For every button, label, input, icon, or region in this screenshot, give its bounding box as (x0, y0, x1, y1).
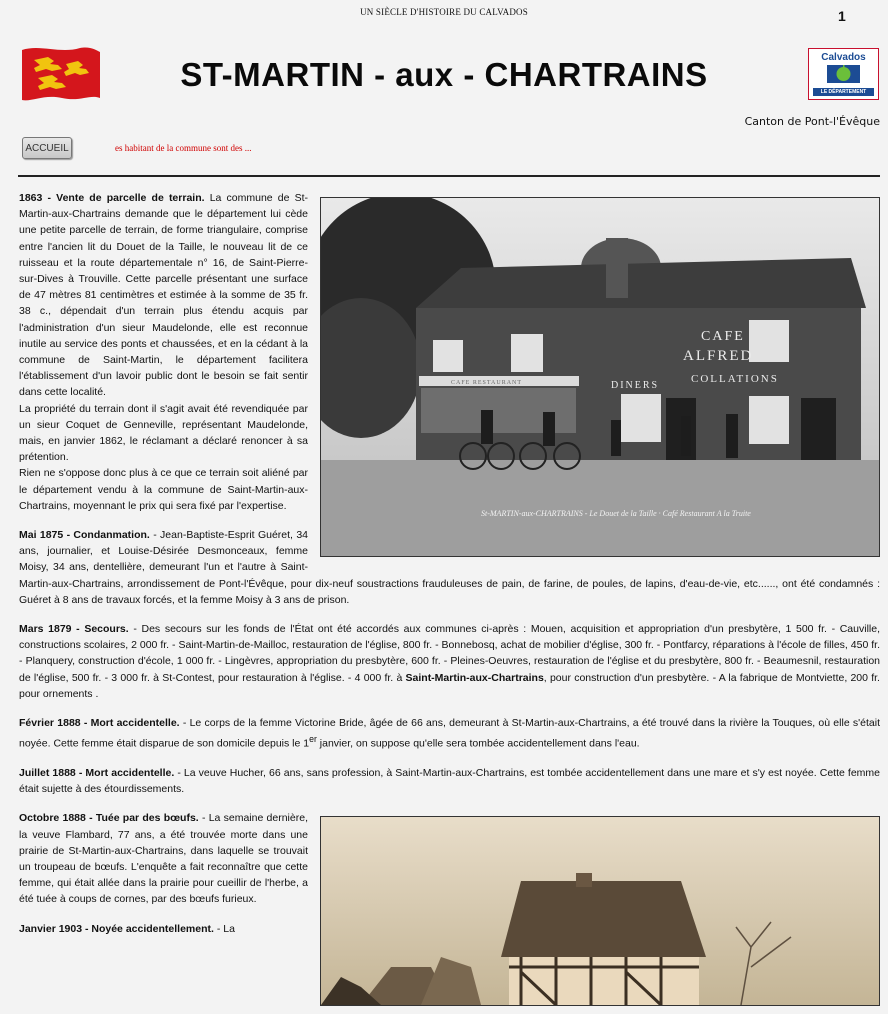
entry-heading: Octobre 1888 - Tuée par des bœufs. (19, 812, 199, 825)
entry-superscript: er (309, 734, 317, 745)
sign-collations: COLLATIONS (691, 373, 779, 385)
page-number: 1 (838, 8, 846, 24)
entry-text: - Des secours sur les fonds de l'État ont été accordés aux communes ci-après : Mouen, acquisition et appropriation d'un presbytère, 1 500 fr. - Cauville, constructions scolaires, 2 000 fr. - Saint-Martin-de-Mailloc, restauration de l'église, 800 fr. - Bonnebosq, achat de mobilier d'église, 300 fr. - Pontfarcy, réparations à l'école de filles, 450 fr. - Planquery, construction d'école, 1 000 fr. - Lingèvres, appropriation du presbytère, 600 fr. - Pleines-Oeuvres, restauration de l'église et du presbytère, 800 fr. - Beaumesnil, restauration de l'église, 500 fr. - 3 000 fr. à St-Contest, pour restauration à l'église. - 4 000 fr. à (19, 623, 880, 684)
entry-text: - La semaine dernière, la veuve Flambard, 77 ans, a été trouvée morte dans une prairie de St-Martin-aux-Chartrains, dans laquelle se trouvait un troupeau de bœufs. L'enquête a fait reconnaître que cette femme, qui était allée dans la prairie pour cueillir de l'herbe, a été tuée à coups de cornes, par des bœufs furieux. (19, 812, 308, 906)
entry-juillet-1888 (19, 765, 880, 797)
entry-text: , pour construction d'un presbytère. - A la fabrique de Montviette, 200 fr. pour ornements . (19, 671, 880, 700)
entry-heading: 1863 - Vente de parcelle de terrain. (19, 192, 205, 204)
canton-label: Canton de Pont-l'Évêque (744, 115, 880, 128)
entry-text: - La (213, 922, 235, 935)
entry-text: - Le corps de la femme Victorine Bride, âgée de 66 ans, demeurant à St-Martin-aux-Chartrains, a été trouvé dans la rivière la Touques, où elle s'était noyée. Cette femme était disparue de son domicile depuis le 1 (19, 717, 880, 750)
entry-heading: Juillet 1888 - Mort accidentelle. (19, 767, 175, 779)
entry-text: - La veuve Hucher, 66 ans, sans profession, à Saint-Martin-aux-Chartrains, est tombée accidentellement dans une mare et s'y est noyée. Cette femme était sujette à des étourdissements. (19, 767, 881, 796)
entry-text: janvier, on suppose qu'elle sera tombée accidentellement dans l'eau. (316, 737, 640, 750)
entry-heading: Janvier 1903 - Noyée accidentellement. (19, 922, 214, 935)
calvados-logo[interactable] (808, 48, 879, 100)
article-content (19, 190, 880, 1014)
entry-heading: Février 1888 - Mort accidentelle. (19, 717, 180, 730)
habitants-link[interactable]: es habitant de la commune sont des ... (115, 143, 252, 153)
logo-subtitle: LE DÉPARTEMENT (813, 88, 874, 96)
logo-name: Calvados (821, 52, 866, 63)
entry-bold-place: Saint-Martin-aux-Chartrains (405, 671, 544, 684)
accueil-button[interactable]: ACCUEIL (22, 137, 72, 159)
sign-alfred: ALFRED (683, 348, 754, 364)
entry-mars-1879 (19, 621, 880, 702)
half-timbered-house-photo (320, 816, 880, 1006)
page-title: ST-MARTIN - aux - CHARTRAINS (180, 56, 708, 93)
sign-diners: DINERS (611, 380, 660, 391)
site-title: UN SIÈCLE D'HISTOIRE DU CALVADOS (360, 7, 528, 17)
entry-fevrier-1888 (19, 715, 880, 752)
header-divider (18, 175, 880, 177)
entry-heading: Mars 1879 - Secours. (19, 623, 129, 636)
sign-cafe: CAFE (701, 329, 745, 344)
entry-text: La propriété du terrain dont il s'agit avait été revendiquée par un sieur Coquet de Genneville, représentant Maudelonde, mais, en janvier 1862, le réclamant a déclaré renoncer à sa prétention. (19, 402, 308, 464)
entry-text: La commune de St-Martin-aux-Chartrains demande que le département lui cède une petite parcelle de terrain, de forme triangulaire, comprise entre l'ancien lit du Douet de la Taille, le nouveau lit de ce ruisseau et la route départementale n° 16, de Saint-Pierre-sur-Dives à Trouville. Cette parcelle présentant une surface de 47 mètres 81 centimètres et estimée à la somme de 35 fr. 38 c., dépendait d'un terrain plus étendu acquis par l'administration d'un sieur Maudelonde, elle est reconnue inutile au service des ponts et chaussées, et en la cédant à la commune de Saint-Martin, le département facilitera l'établissement d'un lavoir public dont le besoin se fait sentir dans cette localité. (19, 192, 309, 399)
entry-heading: Mai 1875 - Condanmation. (19, 529, 150, 542)
entry-text: Rien ne s'oppose donc plus à ce que ce terrain soit aliéné par le département vendu à la commune de Saint-Martin-aux-Chartrains, moyennant le prix qui sera fixé par l'expertise. (19, 467, 308, 512)
entry-text: - Jean-Baptiste-Esprit Guéret, 34 ans, journalier, et Louise-Désirée Desmonceaux, femme Moisy, 34 ans, dentellière, demeurant l'un et l'autre à Saint-Martin-aux-Chartrains, arrondissement de Pont-l'Évêque, pour dix-neuf soustractions frauduleuses de pain, de farine, de poules, de lapins, d'eau-de-vie, etc......, ont été condamnés : Guéret à 8 ans de travaux forcés, et la femme Moisy à 3 ans de prison. (19, 529, 880, 606)
sign-shop: CAFE RESTAURANT (451, 380, 523, 386)
cafe-alfred-photo (320, 197, 880, 557)
photo-caption: St-MARTIN-aux-CHARTRAINS - Le Douet de la Taille · Café Restaurant A la Truite (481, 509, 751, 518)
